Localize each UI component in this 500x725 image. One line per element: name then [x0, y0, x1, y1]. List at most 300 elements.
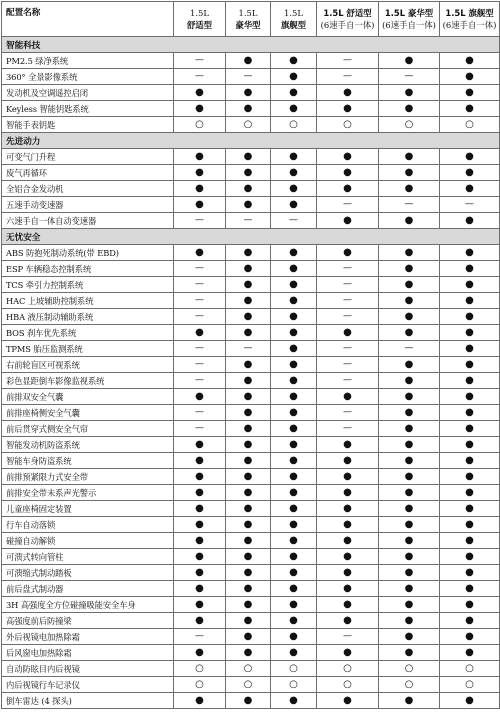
standard-dot-icon: ● [226, 181, 271, 197]
config-spec-table [1, 1, 500, 709]
standard-dot-icon: ● [271, 613, 317, 629]
optional-circle-icon: ○ [271, 661, 317, 677]
feature-name: TCS 牵引力控制系统 [2, 277, 174, 293]
standard-dot-icon: ● [317, 693, 379, 709]
table-row [2, 693, 500, 709]
standard-dot-icon: ● [440, 565, 500, 581]
optional-circle-icon: ○ [271, 117, 317, 133]
standard-dot-icon: ● [440, 517, 500, 533]
standard-dot-icon: ● [317, 533, 379, 549]
standard-dot-icon: ● [379, 629, 440, 645]
not-available-dash-icon: — [174, 405, 226, 421]
standard-dot-icon: ● [174, 485, 226, 501]
feature-name: HBA 液压制动辅助系统 [2, 309, 174, 325]
feature-name: 六速手自一体自动变速器 [2, 213, 174, 229]
table-row [2, 581, 500, 597]
standard-dot-icon: ● [174, 501, 226, 517]
table-row [2, 309, 500, 325]
not-available-dash-icon: — [379, 341, 440, 357]
standard-dot-icon: ● [440, 149, 500, 165]
feature-name: Keyless 智能钥匙系统 [2, 101, 174, 117]
standard-dot-icon: ● [226, 693, 271, 709]
column-header: 1.5L 舒适型 [174, 2, 226, 37]
standard-dot-icon: ● [226, 421, 271, 437]
optional-circle-icon: ○ [226, 117, 271, 133]
standard-dot-icon: ● [440, 325, 500, 341]
not-available-dash-icon: — [317, 197, 379, 213]
standard-dot-icon: ● [226, 373, 271, 389]
standard-dot-icon: ● [317, 325, 379, 341]
standard-dot-icon: ● [379, 389, 440, 405]
standard-dot-icon: ● [226, 245, 271, 261]
feature-name: 自动防眩目内后视镜 [2, 661, 174, 677]
standard-dot-icon: ● [440, 213, 500, 229]
table-row [2, 613, 500, 629]
standard-dot-icon: ● [174, 149, 226, 165]
standard-dot-icon: ● [379, 325, 440, 341]
standard-dot-icon: ● [226, 501, 271, 517]
standard-dot-icon: ● [440, 357, 500, 373]
not-available-dash-icon: — [226, 69, 271, 85]
standard-dot-icon: ● [317, 213, 379, 229]
standard-dot-icon: ● [174, 165, 226, 181]
standard-dot-icon: ● [271, 165, 317, 181]
standard-dot-icon: ● [440, 85, 500, 101]
standard-dot-icon: ● [440, 101, 500, 117]
standard-dot-icon: ● [317, 85, 379, 101]
optional-circle-icon: ○ [379, 117, 440, 133]
standard-dot-icon: ● [226, 101, 271, 117]
standard-dot-icon: ● [271, 645, 317, 661]
standard-dot-icon: ● [440, 437, 500, 453]
table-row [2, 101, 500, 117]
not-available-dash-icon: — [226, 341, 271, 357]
section-header-row [2, 133, 500, 149]
standard-dot-icon: ● [440, 645, 500, 661]
standard-dot-icon: ● [271, 549, 317, 565]
table-row [2, 565, 500, 581]
standard-dot-icon: ● [317, 389, 379, 405]
optional-circle-icon: ○ [317, 677, 379, 693]
not-available-dash-icon: — [317, 53, 379, 69]
standard-dot-icon: ● [379, 453, 440, 469]
standard-dot-icon: ● [226, 597, 271, 613]
not-available-dash-icon: — [174, 421, 226, 437]
table-row [2, 117, 500, 133]
not-available-dash-icon: — [317, 421, 379, 437]
optional-circle-icon: ○ [379, 661, 440, 677]
standard-dot-icon: ● [271, 629, 317, 645]
standard-dot-icon: ● [226, 325, 271, 341]
feature-name: HAC 上坡辅助控制系统 [2, 293, 174, 309]
standard-dot-icon: ● [440, 629, 500, 645]
feature-name: 内后视镜行车记录仪 [2, 677, 174, 693]
standard-dot-icon: ● [271, 453, 317, 469]
standard-dot-icon: ● [271, 517, 317, 533]
not-available-dash-icon: — [317, 69, 379, 85]
standard-dot-icon: ● [317, 453, 379, 469]
feature-name: 可溃缩式制动踏板 [2, 565, 174, 581]
feature-name: 3H 高强度全方位碰撞吸能安全车身 [2, 597, 174, 613]
section-title: 先进动力 [2, 133, 500, 149]
feature-name: 废气再循环 [2, 165, 174, 181]
column-header: 1.5L 豪华型 (6速手自一体) [379, 2, 440, 37]
feature-name: 五速手动变速器 [2, 197, 174, 213]
feature-name: 智能手表钥匙 [2, 117, 174, 133]
table-row [2, 149, 500, 165]
standard-dot-icon: ● [271, 85, 317, 101]
standard-dot-icon: ● [271, 405, 317, 421]
optional-circle-icon: ○ [174, 677, 226, 693]
standard-dot-icon: ● [271, 373, 317, 389]
standard-dot-icon: ● [317, 469, 379, 485]
standard-dot-icon: ● [271, 149, 317, 165]
table-row [2, 165, 500, 181]
standard-dot-icon: ● [271, 309, 317, 325]
standard-dot-icon: ● [174, 389, 226, 405]
standard-dot-icon: ● [271, 565, 317, 581]
standard-dot-icon: ● [379, 469, 440, 485]
feature-name: 前排预紧限力式安全带 [2, 469, 174, 485]
feature-name: 前排双安全气囊 [2, 389, 174, 405]
standard-dot-icon: ● [317, 149, 379, 165]
feature-name: 前后贯穿式侧安全气帘 [2, 421, 174, 437]
standard-dot-icon: ● [226, 197, 271, 213]
standard-dot-icon: ● [379, 149, 440, 165]
feature-name: 全铝合金发动机 [2, 181, 174, 197]
table-row [2, 469, 500, 485]
feature-name: PM2.5 绿净系统 [2, 53, 174, 69]
standard-dot-icon: ● [271, 69, 317, 85]
standard-dot-icon: ● [271, 261, 317, 277]
standard-dot-icon: ● [271, 197, 317, 213]
feature-name: 外后视镜电加热除霜 [2, 629, 174, 645]
standard-dot-icon: ● [271, 245, 317, 261]
table-row [2, 453, 500, 469]
standard-dot-icon: ● [379, 245, 440, 261]
standard-dot-icon: ● [379, 101, 440, 117]
table-row [2, 245, 500, 261]
table-row [2, 405, 500, 421]
feature-name: 后风窗电加热除霜 [2, 645, 174, 661]
table-row [2, 53, 500, 69]
standard-dot-icon: ● [379, 693, 440, 709]
table-row [2, 645, 500, 661]
standard-dot-icon: ● [317, 645, 379, 661]
standard-dot-icon: ● [174, 437, 226, 453]
standard-dot-icon: ● [271, 485, 317, 501]
standard-dot-icon: ● [379, 405, 440, 421]
feature-name: 智能发动机防盗系统 [2, 437, 174, 453]
feature-name: 前排安全带未系声光警示 [2, 485, 174, 501]
table-row [2, 549, 500, 565]
table-row [2, 213, 500, 229]
standard-dot-icon: ● [440, 165, 500, 181]
feature-name: ABS 防抱死制动系统(带 EBD) [2, 245, 174, 261]
table-row [2, 517, 500, 533]
standard-dot-icon: ● [174, 693, 226, 709]
standard-dot-icon: ● [440, 549, 500, 565]
standard-dot-icon: ● [174, 181, 226, 197]
standard-dot-icon: ● [379, 213, 440, 229]
standard-dot-icon: ● [440, 341, 500, 357]
standard-dot-icon: ● [317, 581, 379, 597]
standard-dot-icon: ● [174, 325, 226, 341]
standard-dot-icon: ● [271, 293, 317, 309]
not-available-dash-icon: — [317, 309, 379, 325]
feature-name: 儿童座椅固定装置 [2, 501, 174, 517]
standard-dot-icon: ● [174, 581, 226, 597]
standard-dot-icon: ● [440, 293, 500, 309]
standard-dot-icon: ● [440, 277, 500, 293]
not-available-dash-icon: — [440, 197, 500, 213]
standard-dot-icon: ● [271, 53, 317, 69]
standard-dot-icon: ● [317, 245, 379, 261]
standard-dot-icon: ● [440, 693, 500, 709]
standard-dot-icon: ● [317, 437, 379, 453]
standard-dot-icon: ● [226, 645, 271, 661]
table-row [2, 261, 500, 277]
standard-dot-icon: ● [440, 389, 500, 405]
table-row [2, 85, 500, 101]
section-header-row [2, 229, 500, 245]
table-row [2, 485, 500, 501]
standard-dot-icon: ● [317, 549, 379, 565]
standard-dot-icon: ● [379, 437, 440, 453]
standard-dot-icon: ● [379, 277, 440, 293]
section-header-row [2, 37, 500, 53]
table-row [2, 325, 500, 341]
standard-dot-icon: ● [174, 645, 226, 661]
feature-name: 行车自动落锁 [2, 517, 174, 533]
standard-dot-icon: ● [174, 549, 226, 565]
table-row [2, 293, 500, 309]
not-available-dash-icon: — [174, 629, 226, 645]
standard-dot-icon: ● [174, 245, 226, 261]
feature-name: 发动机及空调遥控启闭 [2, 85, 174, 101]
standard-dot-icon: ● [271, 277, 317, 293]
standard-dot-icon: ● [317, 517, 379, 533]
standard-dot-icon: ● [174, 469, 226, 485]
standard-dot-icon: ● [379, 165, 440, 181]
standard-dot-icon: ● [379, 261, 440, 277]
standard-dot-icon: ● [379, 581, 440, 597]
not-available-dash-icon: — [174, 53, 226, 69]
standard-dot-icon: ● [379, 645, 440, 661]
standard-dot-icon: ● [317, 501, 379, 517]
optional-circle-icon: ○ [226, 677, 271, 693]
feature-name: 可变气门升程 [2, 149, 174, 165]
standard-dot-icon: ● [317, 181, 379, 197]
standard-dot-icon: ● [226, 389, 271, 405]
standard-dot-icon: ● [440, 501, 500, 517]
feature-name: 彩色显距倒车影像监视系统 [2, 373, 174, 389]
standard-dot-icon: ● [379, 421, 440, 437]
section-title: 智能科技 [2, 37, 500, 53]
table-row [2, 389, 500, 405]
not-available-dash-icon: — [174, 341, 226, 357]
standard-dot-icon: ● [226, 437, 271, 453]
feature-name: 倒车雷达 (4 探头) [2, 693, 174, 709]
standard-dot-icon: ● [271, 325, 317, 341]
standard-dot-icon: ● [226, 405, 271, 421]
optional-circle-icon: ○ [379, 677, 440, 693]
standard-dot-icon: ● [379, 485, 440, 501]
standard-dot-icon: ● [226, 581, 271, 597]
not-available-dash-icon: — [317, 357, 379, 373]
not-available-dash-icon: — [174, 293, 226, 309]
feature-name: 可溃式转向管柱 [2, 549, 174, 565]
optional-circle-icon: ○ [440, 677, 500, 693]
table-row [2, 373, 500, 389]
feature-name: 前排座椅侧安全气囊 [2, 405, 174, 421]
not-available-dash-icon: — [174, 213, 226, 229]
standard-dot-icon: ● [379, 357, 440, 373]
standard-dot-icon: ● [379, 533, 440, 549]
table-row [2, 277, 500, 293]
not-available-dash-icon: — [271, 213, 317, 229]
standard-dot-icon: ● [379, 85, 440, 101]
standard-dot-icon: ● [226, 629, 271, 645]
standard-dot-icon: ● [440, 613, 500, 629]
standard-dot-icon: ● [174, 197, 226, 213]
table-row [2, 677, 500, 693]
optional-circle-icon: ○ [440, 661, 500, 677]
not-available-dash-icon: — [379, 69, 440, 85]
optional-circle-icon: ○ [317, 661, 379, 677]
standard-dot-icon: ● [440, 69, 500, 85]
standard-dot-icon: ● [226, 85, 271, 101]
standard-dot-icon: ● [226, 453, 271, 469]
not-available-dash-icon: — [317, 261, 379, 277]
not-available-dash-icon: — [317, 629, 379, 645]
not-available-dash-icon: — [174, 373, 226, 389]
standard-dot-icon: ● [379, 53, 440, 69]
standard-dot-icon: ● [379, 613, 440, 629]
table-row [2, 197, 500, 213]
standard-dot-icon: ● [174, 85, 226, 101]
optional-circle-icon: ○ [226, 661, 271, 677]
not-available-dash-icon: — [174, 277, 226, 293]
standard-dot-icon: ● [317, 485, 379, 501]
column-header: 1.5L 旗舰型 [271, 2, 317, 37]
feature-name: ESP 车辆稳态控制系统 [2, 261, 174, 277]
standard-dot-icon: ● [379, 597, 440, 613]
not-available-dash-icon: — [317, 341, 379, 357]
standard-dot-icon: ● [271, 501, 317, 517]
standard-dot-icon: ● [440, 581, 500, 597]
optional-circle-icon: ○ [174, 661, 226, 677]
feature-name: 高强度前后防撞梁 [2, 613, 174, 629]
standard-dot-icon: ● [379, 373, 440, 389]
standard-dot-icon: ● [440, 53, 500, 69]
standard-dot-icon: ● [379, 293, 440, 309]
optional-circle-icon: ○ [271, 677, 317, 693]
optional-circle-icon: ○ [174, 117, 226, 133]
table-body [2, 2, 500, 709]
table-row [2, 181, 500, 197]
standard-dot-icon: ● [271, 693, 317, 709]
not-available-dash-icon: — [379, 197, 440, 213]
standard-dot-icon: ● [226, 165, 271, 181]
standard-dot-icon: ● [271, 533, 317, 549]
standard-dot-icon: ● [271, 437, 317, 453]
standard-dot-icon: ● [174, 533, 226, 549]
standard-dot-icon: ● [226, 549, 271, 565]
feature-name: TPMS 胎压监测系统 [2, 341, 174, 357]
optional-circle-icon: ○ [440, 117, 500, 133]
standard-dot-icon: ● [271, 597, 317, 613]
table-row [2, 437, 500, 453]
column-header: 1.5L 豪华型 [226, 2, 271, 37]
standard-dot-icon: ● [174, 565, 226, 581]
optional-circle-icon: ○ [317, 117, 379, 133]
standard-dot-icon: ● [271, 101, 317, 117]
feature-name: BOS 刹车优先系统 [2, 325, 174, 341]
feature-name: 碰撞自动解锁 [2, 533, 174, 549]
table-row [2, 341, 500, 357]
standard-dot-icon: ● [174, 101, 226, 117]
standard-dot-icon: ● [379, 565, 440, 581]
not-available-dash-icon: — [174, 309, 226, 325]
standard-dot-icon: ● [271, 181, 317, 197]
standard-dot-icon: ● [271, 581, 317, 597]
table-row [2, 69, 500, 85]
table-row [2, 661, 500, 677]
standard-dot-icon: ● [440, 245, 500, 261]
standard-dot-icon: ● [226, 357, 271, 373]
standard-dot-icon: ● [317, 565, 379, 581]
standard-dot-icon: ● [271, 389, 317, 405]
not-available-dash-icon: — [317, 373, 379, 389]
standard-dot-icon: ● [440, 421, 500, 437]
standard-dot-icon: ● [440, 597, 500, 613]
standard-dot-icon: ● [226, 149, 271, 165]
column-header: 1.5L 舒适型 (6速手自一体) [317, 2, 379, 37]
standard-dot-icon: ● [440, 261, 500, 277]
not-available-dash-icon: — [317, 277, 379, 293]
not-available-dash-icon: — [174, 261, 226, 277]
standard-dot-icon: ● [440, 485, 500, 501]
column-header: 1.5L 旗舰型 (6速手自一体) [440, 2, 500, 37]
standard-dot-icon: ● [440, 405, 500, 421]
not-available-dash-icon: — [317, 293, 379, 309]
standard-dot-icon: ● [379, 181, 440, 197]
not-available-dash-icon: — [174, 357, 226, 373]
table-row [2, 629, 500, 645]
config-name-header: 配置名称 [2, 2, 174, 37]
header-row [2, 2, 500, 37]
table-row [2, 357, 500, 373]
feature-name: 右前轮盲区可视系统 [2, 357, 174, 373]
standard-dot-icon: ● [317, 613, 379, 629]
standard-dot-icon: ● [317, 101, 379, 117]
standard-dot-icon: ● [379, 501, 440, 517]
standard-dot-icon: ● [226, 565, 271, 581]
standard-dot-icon: ● [440, 469, 500, 485]
standard-dot-icon: ● [226, 309, 271, 325]
standard-dot-icon: ● [440, 533, 500, 549]
not-available-dash-icon: — [174, 69, 226, 85]
standard-dot-icon: ● [174, 517, 226, 533]
standard-dot-icon: ● [174, 597, 226, 613]
standard-dot-icon: ● [226, 53, 271, 69]
feature-name: 智能车身防盗系统 [2, 453, 174, 469]
standard-dot-icon: ● [226, 277, 271, 293]
standard-dot-icon: ● [379, 309, 440, 325]
standard-dot-icon: ● [440, 309, 500, 325]
section-title: 无忧安全 [2, 229, 500, 245]
